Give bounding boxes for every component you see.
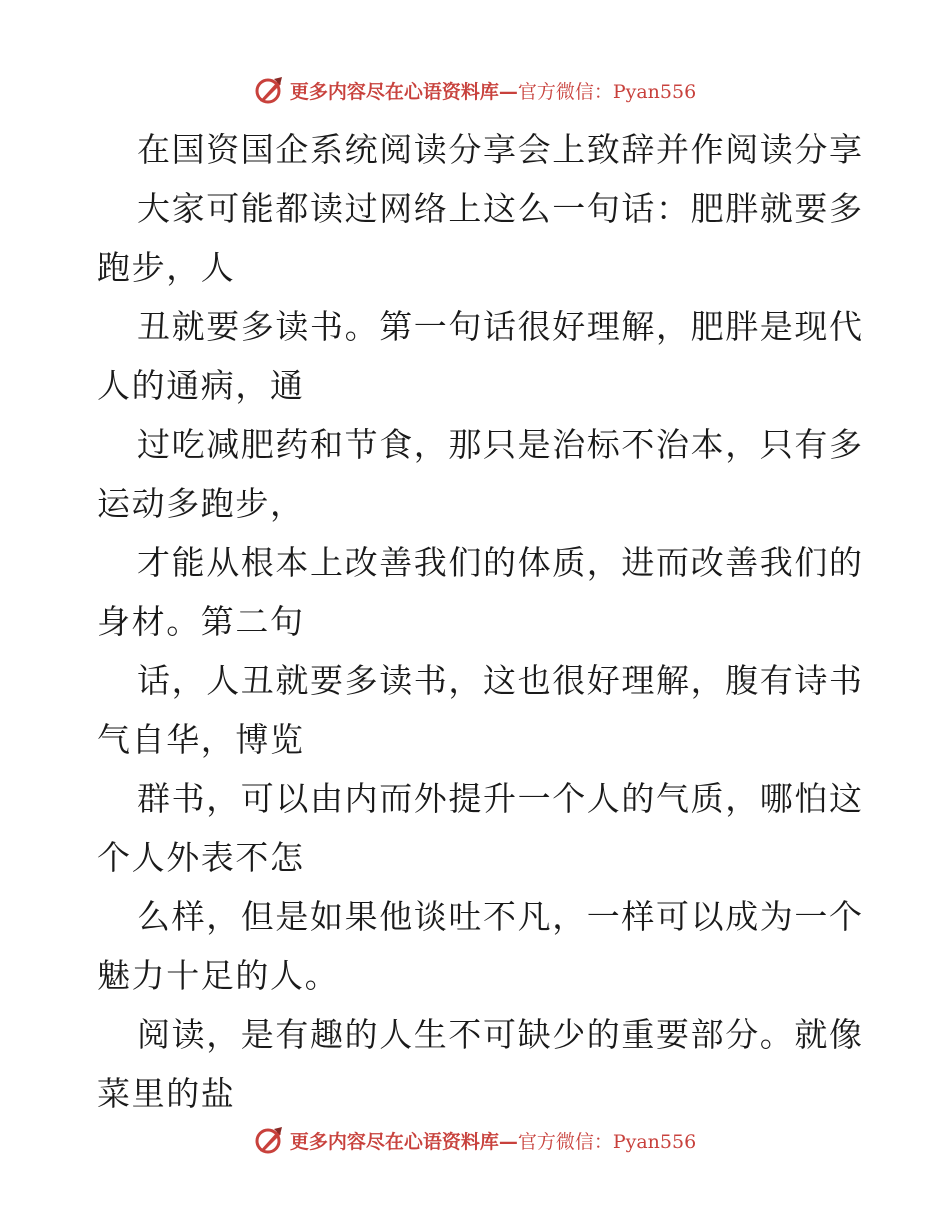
header-banner-dash: — [498,80,518,103]
quill-pen-circle-icon [254,1125,284,1155]
text-line: 在国资国企系统阅读分享会上致辞并作阅读分享 [137,130,864,169]
quill-pen-circle-icon [254,75,284,105]
document-body [97,120,864,1123]
footer-watermark-banner [0,1120,950,1160]
text-line: 魅力十足的人。 [97,956,340,995]
footer-banner-main: 更多内容尽在心语资料库 [289,1130,499,1153]
text-line: 话，人丑就要多读书，这也很好理解，腹有诗书 [137,661,864,700]
text-line: 人的通病，通 [97,366,305,405]
text-line: 么样，但是如果他谈吐不凡，一样可以成为一个 [137,897,864,936]
text-line: 丑就要多读书。第一句话很好理解，肥胖是现代 [137,307,864,346]
footer-banner-text [290,1127,696,1154]
text-line: 跑步，人 [97,248,236,287]
header-banner-text [290,77,696,104]
footer-banner-sub: 官方微信：Pyan556 [517,1130,697,1153]
text-line: 菜里的盐 [97,1074,236,1113]
text-line: 身材。第二句 [97,602,305,641]
text-line: 运动多跑步， [97,484,305,523]
header-watermark-banner [0,70,950,110]
text-line: 大家可能都读过网络上这么一句话：肥胖就要多 [137,189,864,228]
text-line: 才能从根本上改善我们的体质，进而改善我们的 [137,543,864,582]
text-line: 群书，可以由内而外提升一个人的气质，哪怕这 [137,779,864,818]
text-line: 阅读，是有趣的人生不可缺少的重要部分。就像 [137,1015,864,1054]
footer-banner-dash: — [498,1130,518,1153]
text-line: 个人外表不怎 [97,838,305,877]
header-banner-main: 更多内容尽在心语资料库 [289,80,499,103]
header-banner-sub: 官方微信：Pyan556 [517,80,697,103]
text-line: 过吃减肥药和节食，那只是治标不治本，只有多 [137,425,864,464]
text-line: 气自华，博览 [97,720,305,759]
